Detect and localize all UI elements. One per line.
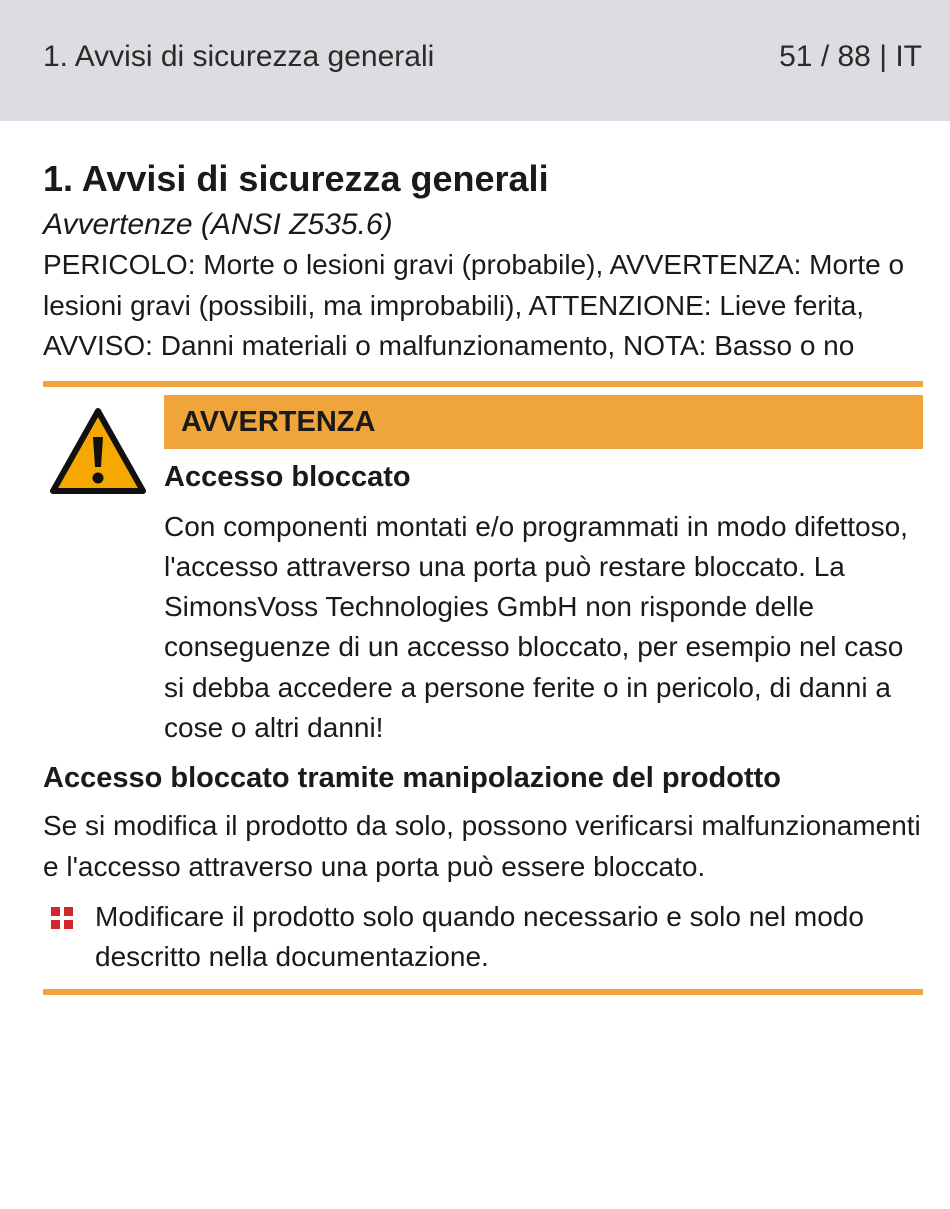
subsection-text: Se si modifica il prodotto da solo, possono verificarsi malfunzionamenti e l'accesso attraverso una porta può essere bloccato.: [43, 810, 921, 882]
subsection-heading: Accesso bloccato tramite manipolazione del prodotto: [43, 762, 782, 795]
page-header: [0, 0, 950, 121]
warning-title: Accesso bloccato: [164, 460, 411, 493]
warning-triangle-icon: [49, 407, 147, 495]
header-title: 1. Avvisi di sicurezza generali: [43, 40, 435, 73]
section-subtitle: Avvertenze (ANSI Z535.6): [43, 208, 393, 241]
warning-text: Con componenti montati e/o programmati in modo difettoso, l'accesso attraverso una porta può restare bloccato. La SimonsVoss Technologies GmbH non risponde delle conseguenze di un accesso bloccato, per esempio nel caso si debba accedere a persone ferite o in pericolo, di danni a cose o altri danni!: [164, 510, 908, 743]
document-content: [43, 155, 923, 995]
signal-words-intro: PERICOLO: Morte o lesioni gravi (probabile), AVVERTENZA: Morte o lesioni gravi (possibili, ma improbabili), ATTENZIONE: Lieve ferita, AVVISO: Danni materiali o malfunzionamento, NOTA: Basso o no: [43, 249, 905, 361]
action-text: Modificare il prodotto solo quando necessario e solo nel modo descritto nella documentazione.: [95, 901, 864, 973]
page-number: 51 / 88 | IT: [779, 40, 922, 73]
divider-bottom: [43, 989, 923, 995]
warning-label-bar: AVVERTENZA: [164, 395, 923, 449]
action-list-item: [43, 897, 923, 977]
warning-box: [43, 395, 923, 749]
action-bullet-icon: [51, 907, 73, 929]
section-title: 1. Avvisi di sicurezza generali: [43, 158, 549, 199]
divider-top: [43, 381, 923, 387]
